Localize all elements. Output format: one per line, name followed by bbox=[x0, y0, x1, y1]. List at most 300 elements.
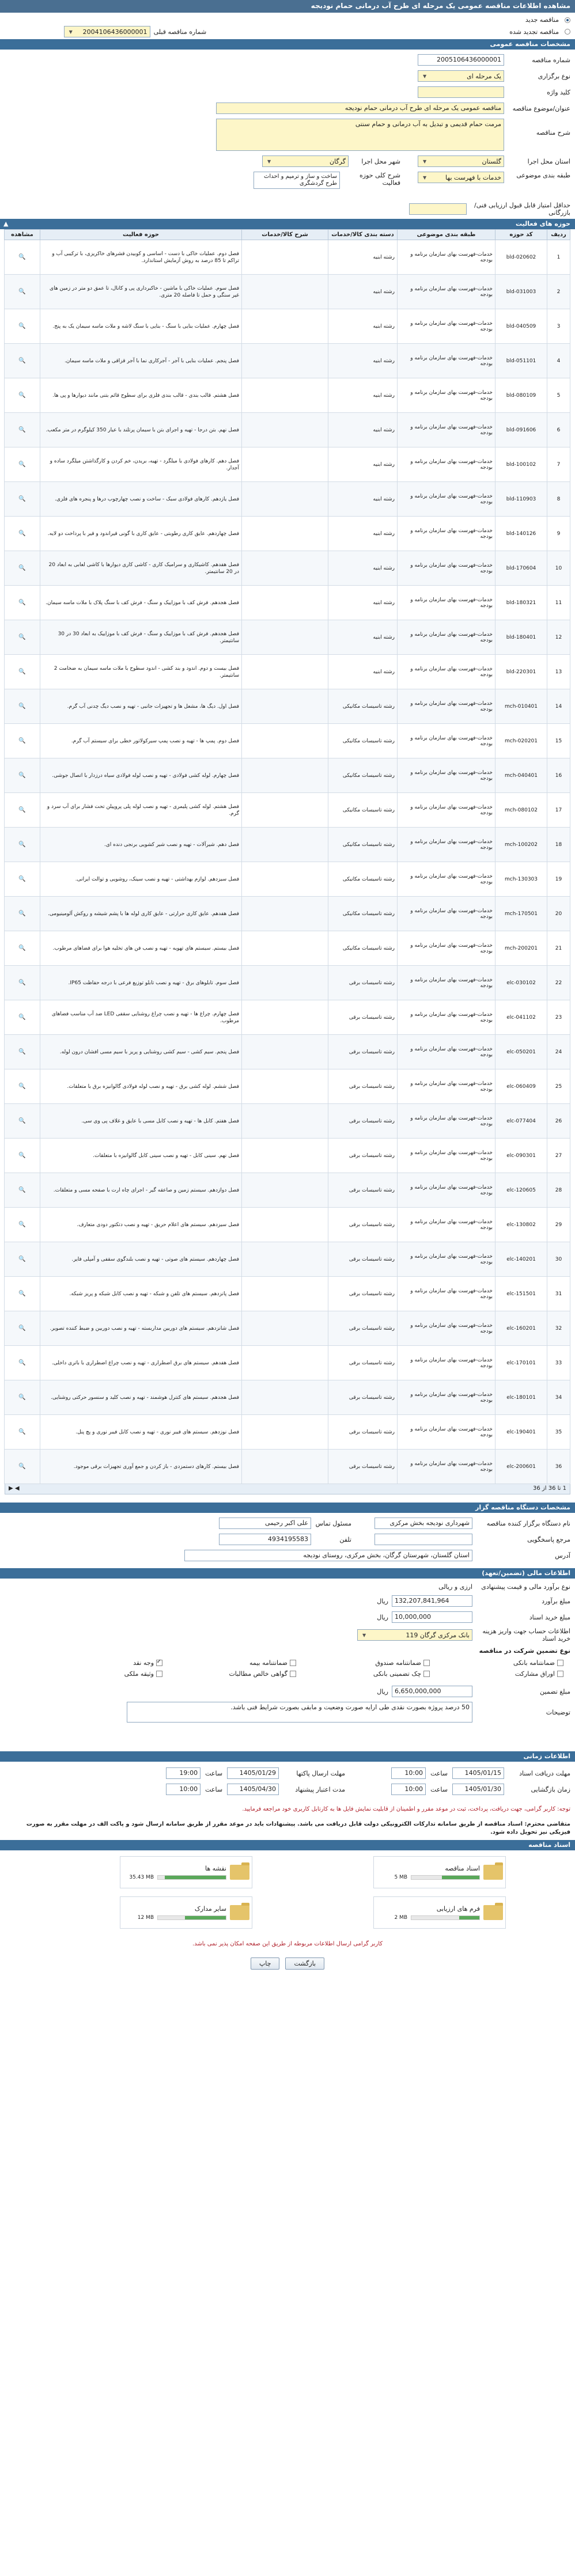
guarantee-checkbox[interactable] bbox=[423, 1671, 430, 1677]
row-category: خدمات-فهرست بهای سازمان برنامه و بودجه bbox=[398, 413, 495, 447]
row-sub bbox=[242, 1346, 328, 1380]
view-icon[interactable]: 🔍 bbox=[18, 669, 26, 675]
row-group: رشته تاسیسات برقی bbox=[328, 1415, 398, 1450]
view-icon[interactable]: 🔍 bbox=[18, 254, 26, 260]
row-category: خدمات-فهرست بهای سازمان برنامه و بودجه bbox=[398, 966, 495, 1000]
row-category: خدمات-فهرست بهای سازمان برنامه و بودجه bbox=[398, 1104, 495, 1139]
table-row[interactable] bbox=[5, 1173, 570, 1208]
file-size: 12 MB bbox=[137, 1914, 154, 1921]
row-view-cell[interactable] bbox=[5, 1380, 40, 1415]
table-row[interactable] bbox=[5, 689, 570, 724]
row-view-cell[interactable] bbox=[5, 724, 40, 758]
row-number: 18 bbox=[547, 828, 570, 862]
row-number: 34 bbox=[547, 1380, 570, 1415]
view-icon[interactable]: 🔍 bbox=[18, 634, 26, 640]
table-row[interactable] bbox=[5, 620, 570, 655]
row-code: bld-091606 bbox=[495, 413, 547, 447]
row-group: رشته تاسیسات مکانیکی bbox=[328, 758, 398, 793]
col-category[interactable]: طبقه بندی موضوعی bbox=[398, 230, 495, 240]
tender-type-area bbox=[0, 13, 575, 39]
table-row[interactable] bbox=[5, 413, 570, 447]
row-code: elc-077404 bbox=[495, 1104, 547, 1139]
row-desc: فصل هشتم. قالب بندی - قالب بندی فلزی برای سطوح قائم بتنی مانند دیوارها و پی ها. bbox=[40, 378, 242, 413]
table-row[interactable] bbox=[5, 1311, 570, 1346]
row-number: 30 bbox=[547, 1242, 570, 1277]
row-desc: فصل هجدهم. فرش کف با موزاییک و سنگ - فرش کف با موزاییک به ابعاد 30 در 30 سانتیمتر. bbox=[40, 620, 242, 655]
row-category: خدمات-فهرست بهای سازمان برنامه و بودجه bbox=[398, 1069, 495, 1104]
row-category: خدمات-فهرست بهای سازمان برنامه و بودجه bbox=[398, 1277, 495, 1311]
view-icon[interactable]: 🔍 bbox=[18, 496, 26, 502]
view-icon[interactable]: 🔍 bbox=[18, 1152, 26, 1159]
min-eval-score-field[interactable] bbox=[409, 203, 467, 215]
view-icon[interactable]: 🔍 bbox=[18, 1221, 26, 1228]
row-group: رشته تاسیسات مکانیکی bbox=[328, 931, 398, 966]
row-code: elc-160201 bbox=[495, 1311, 547, 1346]
estimate-amount-field: 132,207,841,964 bbox=[392, 1595, 472, 1607]
row-number: 15 bbox=[547, 724, 570, 758]
row-view-cell[interactable] bbox=[5, 309, 40, 344]
view-icon[interactable]: 🔍 bbox=[18, 323, 26, 329]
guarantee-option[interactable] bbox=[169, 1670, 296, 1678]
row-sub bbox=[242, 793, 328, 828]
row-desc: فصل سوم. عملیات خاکی با ماشین - خاکبرداری پی و کانال، تا عمق دو متر در زمین های غیر سنگی و حمل تا فاصله 20 متری. bbox=[40, 275, 242, 309]
files-section-header: اسناد مناقصه bbox=[0, 1840, 575, 1850]
view-icon[interactable]: 🔍 bbox=[18, 1325, 26, 1331]
view-icon[interactable]: 🔍 bbox=[18, 980, 26, 986]
collapse-icon[interactable]: ▲ bbox=[3, 220, 9, 227]
view-icon[interactable]: 🔍 bbox=[18, 807, 26, 813]
guarantee-checkbox[interactable] bbox=[290, 1660, 296, 1666]
open-time-field: 10:00 bbox=[391, 1784, 426, 1795]
row-view-cell[interactable] bbox=[5, 862, 40, 897]
row-number: 27 bbox=[547, 1139, 570, 1173]
table-row[interactable] bbox=[5, 793, 570, 828]
row-group: رشته ابنیه bbox=[328, 517, 398, 551]
row-group: رشته ابنیه bbox=[328, 655, 398, 689]
view-icon[interactable]: 🔍 bbox=[18, 1256, 26, 1262]
row-sub bbox=[242, 482, 328, 517]
validity-time-field: 10:00 bbox=[166, 1784, 201, 1795]
row-group: رشته تاسیسات مکانیکی bbox=[328, 793, 398, 828]
pager-controls[interactable]: ◀ ▶ bbox=[9, 1485, 20, 1492]
row-number: 28 bbox=[547, 1173, 570, 1208]
folder-icon bbox=[230, 1905, 249, 1920]
row-category: خدمات-فهرست بهای سازمان برنامه و بودجه bbox=[398, 1346, 495, 1380]
file-name: سایر مدارک bbox=[194, 1905, 226, 1913]
items-table bbox=[4, 229, 570, 1484]
row-view-cell[interactable] bbox=[5, 517, 40, 551]
row-number: 5 bbox=[547, 378, 570, 413]
file-item[interactable] bbox=[373, 1856, 506, 1888]
row-category: خدمات-فهرست بهای سازمان برنامه و بودجه bbox=[398, 482, 495, 517]
row-view-cell[interactable] bbox=[5, 1415, 40, 1450]
row-sub bbox=[242, 1380, 328, 1415]
tender-type-select[interactable]: یک مرحله ای ▼ bbox=[418, 70, 504, 82]
row-code: elc-140201 bbox=[495, 1242, 547, 1277]
row-code: mch-170501 bbox=[495, 897, 547, 931]
row-number: 17 bbox=[547, 793, 570, 828]
table-row[interactable] bbox=[5, 482, 570, 517]
file-progress-bar bbox=[157, 1875, 226, 1880]
view-icon[interactable]: 🔍 bbox=[18, 841, 26, 848]
row-sub bbox=[242, 378, 328, 413]
table-row[interactable] bbox=[5, 1208, 570, 1242]
row-group: رشته ابنیه bbox=[328, 240, 398, 275]
table-row[interactable] bbox=[5, 586, 570, 620]
file-size: 35.43 MB bbox=[129, 1874, 154, 1880]
row-view-cell[interactable] bbox=[5, 482, 40, 517]
row-number: 13 bbox=[547, 655, 570, 689]
row-desc: فصل چهاردهم. سیستم های صوتی - تهیه و نصب بلندگوی سقفی و آمپلی فایر. bbox=[40, 1242, 242, 1277]
contact-person-field: علی اکبر رحیمی bbox=[219, 1517, 311, 1529]
row-sub bbox=[242, 758, 328, 793]
row-sub bbox=[242, 344, 328, 378]
row-group: رشته ابنیه bbox=[328, 344, 398, 378]
row-desc: فصل چهاردهم. عایق کاری رطوبتی - عایق کاری با گونی قیراندود و قیر با پرداخت دو لایه. bbox=[40, 517, 242, 551]
row-group: رشته تاسیسات مکانیکی bbox=[328, 862, 398, 897]
col-sub[interactable]: شرح کالا/خدمات bbox=[242, 230, 328, 240]
file-progress-fill bbox=[165, 1876, 226, 1879]
row-view-cell[interactable] bbox=[5, 793, 40, 828]
guarantee-checkbox[interactable] bbox=[423, 1660, 430, 1666]
file-info bbox=[394, 1905, 480, 1921]
row-view-cell[interactable] bbox=[5, 758, 40, 793]
guarantee-option[interactable] bbox=[36, 1670, 162, 1678]
row-view-cell[interactable] bbox=[5, 689, 40, 724]
row-view-cell[interactable] bbox=[5, 1311, 40, 1346]
row-view-cell[interactable] bbox=[5, 1104, 40, 1139]
view-icon[interactable]: 🔍 bbox=[18, 910, 26, 917]
view-icon[interactable]: 🔍 bbox=[18, 1049, 26, 1055]
table-row[interactable] bbox=[5, 1346, 570, 1380]
row-category: خدمات-فهرست بهای سازمان برنامه و بودجه bbox=[398, 793, 495, 828]
row-code: elc-090301 bbox=[495, 1139, 547, 1173]
row-view-cell[interactable] bbox=[5, 344, 40, 378]
row-view-cell[interactable] bbox=[5, 1173, 40, 1208]
row-view-cell[interactable] bbox=[5, 1069, 40, 1104]
view-icon[interactable]: 🔍 bbox=[18, 530, 26, 537]
row-view-cell[interactable] bbox=[5, 1450, 40, 1484]
row-sub bbox=[242, 828, 328, 862]
row-view-cell[interactable] bbox=[5, 1139, 40, 1173]
table-row[interactable] bbox=[5, 1139, 570, 1173]
col-desc[interactable]: حوزه فعالیت bbox=[40, 230, 242, 240]
row-sub bbox=[242, 517, 328, 551]
row-number: 19 bbox=[547, 862, 570, 897]
table-row[interactable] bbox=[5, 897, 570, 931]
classification-select[interactable]: خدمات با فهرست بها ▼ bbox=[418, 172, 504, 183]
row-number: 6 bbox=[547, 413, 570, 447]
file-info bbox=[129, 1865, 226, 1880]
row-view-cell[interactable] bbox=[5, 275, 40, 309]
col-no: ردیف bbox=[547, 230, 570, 240]
tender-number-field: 2005106436000001 bbox=[418, 54, 504, 66]
table-row[interactable] bbox=[5, 240, 570, 275]
folder-icon bbox=[230, 1865, 249, 1880]
row-view-cell[interactable] bbox=[5, 1000, 40, 1035]
file-size: 5 MB bbox=[394, 1874, 407, 1880]
view-icon[interactable]: 🔍 bbox=[18, 289, 26, 295]
view-icon[interactable]: 🔍 bbox=[18, 1118, 26, 1124]
table-row[interactable] bbox=[5, 378, 570, 413]
row-number: 20 bbox=[547, 897, 570, 931]
table-row[interactable] bbox=[5, 1242, 570, 1277]
row-view-cell[interactable] bbox=[5, 413, 40, 447]
bottom-note: کاربر گرامی ارسال اطلاعات مربوطه از طریق این صفحه امکان پذیر نمی باشد. bbox=[192, 1941, 383, 1947]
guarantee-option-label: گواهی خالص مطالبات bbox=[229, 1670, 288, 1678]
file-item[interactable] bbox=[120, 1896, 252, 1929]
table-row[interactable] bbox=[5, 724, 570, 758]
view-icon[interactable]: 🔍 bbox=[18, 703, 26, 710]
row-code: bld-040509 bbox=[495, 309, 547, 344]
guarantee-options bbox=[0, 1657, 575, 1680]
description-field[interactable]: مرمت حمام قدیمی و تبدیل به آب درمانی و حمام سنتی bbox=[216, 119, 504, 151]
table-row[interactable] bbox=[5, 1035, 570, 1069]
row-sub bbox=[242, 1000, 328, 1035]
row-desc: فصل هفتم. کابل ها - تهیه و نصب کابل مسی با عایق و غلاف پی وی سی. bbox=[40, 1104, 242, 1139]
file-item[interactable] bbox=[120, 1856, 252, 1888]
guarantee-option[interactable] bbox=[169, 1659, 296, 1667]
red-note: توجه: کاربر گرامی، جهت دریافت، پرداخت، ثبت در موعد مقرر و اطمینان از قابلیت نمایش فایل ها به کارتابل کاربری خود مراجعه فرمایید. bbox=[242, 1806, 570, 1812]
table-row[interactable] bbox=[5, 1415, 570, 1450]
row-code: bld-020602 bbox=[495, 240, 547, 275]
view-icon[interactable]: 🔍 bbox=[18, 876, 26, 882]
guarantee-option[interactable] bbox=[36, 1659, 162, 1667]
row-sub bbox=[242, 966, 328, 1000]
table-row[interactable] bbox=[5, 447, 570, 482]
table-row[interactable] bbox=[5, 1277, 570, 1311]
col-group[interactable]: دسته بندی کالا/خدمات bbox=[328, 230, 398, 240]
row-view-cell[interactable] bbox=[5, 828, 40, 862]
guarantee-option[interactable] bbox=[437, 1659, 563, 1667]
row-number: 32 bbox=[547, 1311, 570, 1346]
view-icon[interactable]: 🔍 bbox=[18, 1463, 26, 1470]
province-select[interactable]: گلستان ▼ bbox=[418, 155, 504, 167]
guarantee-option[interactable] bbox=[303, 1659, 430, 1667]
row-view-cell[interactable] bbox=[5, 586, 40, 620]
table-row[interactable] bbox=[5, 966, 570, 1000]
view-icon[interactable]: 🔍 bbox=[18, 600, 26, 606]
guarantee-checkbox[interactable] bbox=[156, 1660, 162, 1666]
row-desc: فصل بیستم. سیستم های تهویه - تهیه و نصب فن های تخلیه هوا برای فضاهای مرطوب. bbox=[40, 931, 242, 966]
row-category: خدمات-فهرست بهای سازمان برنامه و بودجه bbox=[398, 931, 495, 966]
table-row[interactable] bbox=[5, 344, 570, 378]
view-icon[interactable]: 🔍 bbox=[18, 772, 26, 779]
row-group: رشته ابنیه bbox=[328, 378, 398, 413]
row-category: خدمات-فهرست بهای سازمان برنامه و بودجه bbox=[398, 275, 495, 309]
view-icon[interactable]: 🔍 bbox=[18, 1291, 26, 1297]
row-sub bbox=[242, 1242, 328, 1277]
row-group: رشته ابنیه bbox=[328, 447, 398, 482]
row-desc: فصل یازدهم. کارهای فولادی سبک - ساخت و نصب چهارچوب درها و پنجره های فلزی. bbox=[40, 482, 242, 517]
row-group: رشته ابنیه bbox=[328, 309, 398, 344]
row-group: رشته تاسیسات برقی bbox=[328, 1000, 398, 1035]
row-view-cell[interactable] bbox=[5, 447, 40, 482]
table-row[interactable] bbox=[5, 551, 570, 586]
print-button[interactable]: چاپ bbox=[251, 1957, 280, 1970]
row-view-cell[interactable] bbox=[5, 966, 40, 1000]
guarantee-checkbox[interactable] bbox=[557, 1660, 563, 1666]
row-desc: فصل پنجم. عملیات بنایی با آجر - آجرکاری نما با آجر قزاقی و ملات ماسه سیمان. bbox=[40, 344, 242, 378]
view-icon[interactable]: 🔍 bbox=[18, 1360, 26, 1366]
row-sub bbox=[242, 447, 328, 482]
organizer-section-header: مشخصات دستگاه مناقصه گزار bbox=[0, 1503, 575, 1513]
guarantee-option-label: ضمانتنامه بیمه bbox=[249, 1659, 288, 1667]
view-icon[interactable]: 🔍 bbox=[18, 392, 26, 399]
guarantee-checkbox[interactable] bbox=[290, 1671, 296, 1677]
row-sub bbox=[242, 724, 328, 758]
pub-time-field: 10:00 bbox=[391, 1767, 426, 1779]
row-view-cell[interactable] bbox=[5, 1242, 40, 1277]
row-desc: فصل دوم. پمپ ها - تهیه و نصب پمپ سیرکولاتور خطی برای سیستم آب گرم. bbox=[40, 724, 242, 758]
row-view-cell[interactable] bbox=[5, 378, 40, 413]
items-header-row bbox=[5, 230, 570, 240]
row-category: خدمات-فهرست بهای سازمان برنامه و بودجه bbox=[398, 1208, 495, 1242]
row-number: 1 bbox=[547, 240, 570, 275]
guarantee-checkbox[interactable] bbox=[156, 1671, 162, 1677]
keywords-field[interactable] bbox=[418, 86, 504, 98]
view-icon[interactable]: 🔍 bbox=[18, 1394, 26, 1401]
guarantee-option[interactable] bbox=[303, 1670, 430, 1678]
table-row[interactable] bbox=[5, 758, 570, 793]
row-code: elc-170101 bbox=[495, 1346, 547, 1380]
view-icon[interactable]: 🔍 bbox=[18, 461, 26, 468]
view-icon[interactable]: 🔍 bbox=[18, 358, 26, 364]
prev-number-label: شماره مناقصه قبلی bbox=[153, 28, 207, 36]
row-number: 23 bbox=[547, 1000, 570, 1035]
row-view-cell[interactable] bbox=[5, 897, 40, 931]
row-group: رشته ابنیه bbox=[328, 586, 398, 620]
row-view-cell[interactable] bbox=[5, 931, 40, 966]
view-icon[interactable]: 🔍 bbox=[18, 945, 26, 951]
row-code: bld-220301 bbox=[495, 655, 547, 689]
view-icon[interactable]: 🔍 bbox=[18, 1083, 26, 1090]
row-number: 29 bbox=[547, 1208, 570, 1242]
row-number: 35 bbox=[547, 1415, 570, 1450]
guarantee-option-label: ضمانتنامه صندوق bbox=[375, 1659, 421, 1667]
row-group: رشته تاسیسات مکانیکی bbox=[328, 828, 398, 862]
row-category: خدمات-فهرست بهای سازمان برنامه و بودجه bbox=[398, 620, 495, 655]
view-icon[interactable]: 🔍 bbox=[18, 1014, 26, 1020]
table-row[interactable] bbox=[5, 931, 570, 966]
file-info bbox=[138, 1905, 226, 1921]
activity-field: ساخت و ساز و ترمیم و احداث طرح گردشگری bbox=[254, 172, 340, 189]
folder-icon bbox=[483, 1865, 503, 1880]
row-code: elc-030102 bbox=[495, 966, 547, 1000]
file-name: فرم های ارزیابی bbox=[436, 1905, 480, 1913]
row-code: bld-051101 bbox=[495, 344, 547, 378]
table-row[interactable] bbox=[5, 1069, 570, 1104]
view-icon[interactable]: 🔍 bbox=[18, 738, 26, 744]
table-row[interactable] bbox=[5, 275, 570, 309]
row-code: mch-200201 bbox=[495, 931, 547, 966]
col-code[interactable]: کد حوزه bbox=[495, 230, 547, 240]
table-row[interactable] bbox=[5, 862, 570, 897]
table-row[interactable] bbox=[5, 1104, 570, 1139]
row-category: خدمات-فهرست بهای سازمان برنامه و بودجه bbox=[398, 586, 495, 620]
table-row[interactable] bbox=[5, 517, 570, 551]
row-category: خدمات-فهرست بهای سازمان برنامه و بودجه bbox=[398, 1380, 495, 1415]
row-category: خدمات-فهرست بهای سازمان برنامه و بودجه bbox=[398, 517, 495, 551]
view-icon[interactable]: 🔍 bbox=[18, 565, 26, 571]
file-progress-fill bbox=[442, 1876, 479, 1879]
guarantee-option[interactable] bbox=[437, 1670, 563, 1678]
prev-number-select[interactable]: 2004106436000001 ▼ bbox=[64, 26, 150, 37]
guarantee-checkbox[interactable] bbox=[557, 1671, 563, 1677]
row-view-cell[interactable] bbox=[5, 1035, 40, 1069]
table-row[interactable] bbox=[5, 655, 570, 689]
table-row[interactable] bbox=[5, 1450, 570, 1484]
row-view-cell[interactable] bbox=[5, 1346, 40, 1380]
row-group: رشته تاسیسات برقی bbox=[328, 1242, 398, 1277]
back-button[interactable]: بازگشت bbox=[285, 1957, 324, 1970]
row-view-cell[interactable] bbox=[5, 1277, 40, 1311]
file-item[interactable] bbox=[373, 1896, 506, 1929]
file-progress-bar bbox=[411, 1875, 480, 1880]
row-view-cell[interactable] bbox=[5, 655, 40, 689]
new-tender-radio[interactable] bbox=[565, 17, 570, 23]
table-row[interactable] bbox=[5, 1380, 570, 1415]
guarantee-option-label: ضمانتنامه بانکی bbox=[513, 1659, 555, 1667]
table-row[interactable] bbox=[5, 828, 570, 862]
view-icon[interactable]: 🔍 bbox=[18, 427, 26, 433]
row-view-cell[interactable] bbox=[5, 620, 40, 655]
address-field: استان گلستان، شهرستان گرگان، بخش مرکزی، روستای نودیجه bbox=[184, 1550, 472, 1561]
table-row[interactable] bbox=[5, 1000, 570, 1035]
city-select[interactable]: گرگان ▼ bbox=[262, 155, 349, 167]
bank-account-select[interactable]: بانک مرکزی گرگان 119 ▼ bbox=[357, 1629, 472, 1641]
row-desc: فصل نوزدهم. سیستم های فیبر نوری - تهیه و نصب کابل فیبر نوری و پچ پنل. bbox=[40, 1415, 242, 1450]
row-group: رشته تاسیسات مکانیکی bbox=[328, 724, 398, 758]
folder-icon bbox=[483, 1905, 503, 1920]
renew-tender-radio[interactable] bbox=[565, 29, 570, 35]
row-sub bbox=[242, 586, 328, 620]
row-code: bld-170604 bbox=[495, 551, 547, 586]
subject-field[interactable]: مناقصه عمومی یک مرحله ای طرح آب درمانی حمام نودیجه bbox=[216, 103, 504, 114]
validity-date-field: 1405/04/30 bbox=[227, 1784, 279, 1795]
row-category: خدمات-فهرست بهای سازمان برنامه و بودجه bbox=[398, 862, 495, 897]
row-sub bbox=[242, 897, 328, 931]
row-code: mch-010401 bbox=[495, 689, 547, 724]
table-row[interactable] bbox=[5, 309, 570, 344]
phone-field: 4934195583 bbox=[219, 1534, 311, 1545]
file-size: 2 MB bbox=[394, 1914, 407, 1921]
row-group: رشته تاسیسات برقی bbox=[328, 1035, 398, 1069]
row-view-cell[interactable] bbox=[5, 240, 40, 275]
view-icon[interactable]: 🔍 bbox=[18, 1187, 26, 1193]
row-code: bld-180321 bbox=[495, 586, 547, 620]
row-category: خدمات-فهرست بهای سازمان برنامه و بودجه bbox=[398, 344, 495, 378]
row-view-cell[interactable] bbox=[5, 1208, 40, 1242]
financial-section-header: اطلاعات مالی (تضمین/تعهد) bbox=[0, 1568, 575, 1579]
view-icon[interactable]: 🔍 bbox=[18, 1429, 26, 1435]
open-date-field: 1405/01/30 bbox=[452, 1784, 504, 1795]
row-view-cell[interactable] bbox=[5, 551, 40, 586]
row-desc: فصل چهارم. لوله کشی فولادی - تهیه و نصب لوله فولادی سیاه درزدار با اتصال جوشی. bbox=[40, 758, 242, 793]
guarantee-amount-field: 6,650,000,000 bbox=[392, 1686, 472, 1697]
row-number: 14 bbox=[547, 689, 570, 724]
deadline-time-field: 19:00 bbox=[166, 1767, 201, 1779]
row-sub bbox=[242, 551, 328, 586]
row-desc: فصل اول. دیگ ها، مشعل ها و تجهیزات جانبی - تهیه و نصب دیگ چدنی آب گرم. bbox=[40, 689, 242, 724]
specs-form: شماره مناقصه 2005106436000001 نوع برگزاری یک مرحله ای ▼ کلید واژه عنوان/موضوع مناقصه مناقصه عمومی یک مرحله ای طرح آب درمانی حمام نودیجه شرح مناقصه مرمت حمام قدیمی و تبدیل به آب درمانی و حمام سنتی استان محل اجرا گلستان ▼ شهر محل اجرا گرگان ▼ طبقه بندی موضوعی خدمات با فهرست بها ▼ شرح کلی حوزه فعالیت ساخت و ساز و ترمیم و احداث طرح گردشگری حداقل امتیاز قابل قبول ارزیابی فنی/بازرگانی bbox=[0, 50, 575, 219]
file-progress-bar bbox=[157, 1915, 226, 1920]
row-number: 4 bbox=[547, 344, 570, 378]
row-desc: فصل سیزدهم. سیستم های اعلام حریق - تهیه و نصب دتکتور دودی متعارف. bbox=[40, 1208, 242, 1242]
row-group: رشته تاسیسات برقی bbox=[328, 1139, 398, 1173]
row-number: 2 bbox=[547, 275, 570, 309]
row-group: رشته تاسیسات برقی bbox=[328, 1173, 398, 1208]
